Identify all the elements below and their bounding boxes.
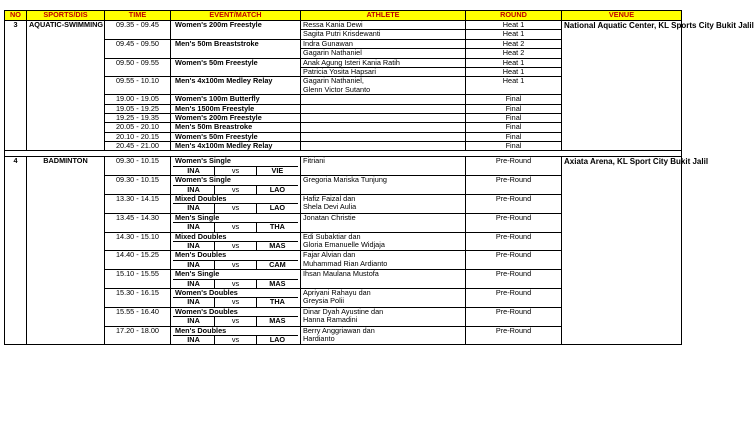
home-team: INA [173, 298, 215, 307]
opponent-team: LAO [256, 185, 298, 194]
match-title: Mixed Doubles [175, 231, 227, 241]
header-event: EVENT/MATCH [171, 11, 301, 21]
opponent-team: MAS [256, 317, 298, 326]
round-label: Heat 1 [466, 58, 562, 67]
event-time: 20.10 - 20.15 [105, 132, 171, 141]
round-label: Heat 2 [466, 39, 562, 48]
event-time: 19.00 - 19.05 [105, 95, 171, 104]
round-label: Pre-Round [466, 251, 562, 270]
badminton-number: 4 [5, 157, 27, 345]
athlete-line: Gloria Emanuelle Widjaja [303, 239, 385, 249]
versus-label: vs [215, 317, 257, 326]
event-time: 09.55 - 10.10 [105, 77, 171, 95]
match-event [171, 251, 301, 270]
versus-label: vs [215, 260, 257, 269]
opponent-team: MAS [256, 241, 298, 250]
versus-row [173, 335, 298, 344]
event-name [171, 95, 301, 104]
badminton-sport-name: BADMINTON [27, 157, 105, 345]
event-time: 09.45 - 09.50 [105, 39, 171, 58]
event-name [171, 142, 301, 151]
versus-label: vs [215, 223, 257, 232]
versus-label: vs [215, 241, 257, 250]
round-label: Pre-Round [466, 195, 562, 214]
match-event [171, 288, 301, 307]
round-label: Heat 1 [466, 77, 562, 95]
round-label: Heat 1 [466, 30, 562, 39]
athlete-name [301, 176, 466, 195]
aquatic-venue: National Aquatic Center, KL Sports City Bukit Jalil [562, 21, 682, 151]
home-team: INA [173, 223, 215, 232]
athlete-name [301, 270, 466, 289]
match-versus [173, 260, 298, 269]
match-versus [173, 279, 298, 288]
aquatic-section [5, 20, 754, 151]
round-label: Heat 1 [466, 67, 562, 76]
match-title: Mixed Doubles [175, 194, 227, 204]
round-label: Final [466, 132, 562, 141]
opponent-team: MAS [256, 279, 298, 288]
versus-row [173, 279, 298, 288]
athlete-name: Ressa Kania Dewi [301, 21, 466, 30]
match-time: 09.30 - 10.15 [105, 176, 171, 195]
match-title: Women's Doubles [175, 287, 238, 297]
match-event [171, 176, 301, 195]
event-name [171, 104, 301, 113]
header-athlete: ATHLETE [301, 11, 466, 21]
athlete-name [301, 123, 466, 132]
event-title: Women's 100m Butterfly [175, 94, 260, 104]
match-event [171, 213, 301, 232]
header-no: NO [5, 11, 27, 21]
match-versus [173, 316, 298, 325]
athlete-name: Patricia Yosita Hapsari [301, 67, 466, 76]
athlete-name [301, 132, 466, 141]
versus-label: vs [215, 298, 257, 307]
match-versus [173, 222, 298, 231]
match-time: 15.10 - 15.55 [105, 270, 171, 289]
home-team: INA [173, 335, 215, 344]
event-title: Women's 50m Freestyle [175, 57, 258, 67]
athlete-name [301, 326, 466, 345]
match-event [171, 326, 301, 345]
athlete-name [301, 288, 466, 307]
athlete-line: Shela Devi Aulia [303, 202, 357, 212]
versus-row [173, 166, 298, 175]
versus-row [173, 185, 298, 194]
event-title: Women's 50m Freestyle [175, 131, 258, 141]
athlete-name: Anak Agung Isteri Kania Ratih [301, 58, 466, 67]
header-row [5, 11, 682, 21]
round-label: Pre-Round [466, 307, 562, 326]
match-time: 15.55 - 16.40 [105, 307, 171, 326]
round-label: Final [466, 95, 562, 104]
athlete-line: Apriyani Rahayu dan [303, 287, 371, 297]
match-title: Women's Doubles [175, 306, 238, 316]
round-label: Heat 1 [466, 21, 562, 30]
round-label: Final [466, 123, 562, 132]
event-time: 20.05 - 20.10 [105, 123, 171, 132]
home-team: INA [173, 204, 215, 213]
athlete-line: Jonatan Christie [303, 212, 356, 222]
round-label: Pre-Round [466, 176, 562, 195]
versus-row [173, 317, 298, 326]
event-time: 19.25 - 19.35 [105, 113, 171, 122]
match-event [171, 157, 301, 176]
event-title: Men's 1500m Freestyle [175, 103, 255, 113]
opponent-team: LAO [256, 204, 298, 213]
header-round: ROUND [466, 11, 562, 21]
match-versus [173, 297, 298, 306]
versus-row [173, 298, 298, 307]
athlete-name [301, 142, 466, 151]
match-title: Men's Single [175, 269, 220, 279]
versus-label: vs [215, 166, 257, 175]
round-label: Final [466, 142, 562, 151]
round-label: Heat 2 [466, 49, 562, 58]
versus-row [173, 260, 298, 269]
athlete-name: Indra Gunawan [301, 39, 466, 48]
athlete-line: Gregoria Mariska Tunjung [303, 175, 387, 185]
header-venue: VENUE [562, 11, 682, 21]
event-name [171, 58, 301, 77]
athlete-name [301, 157, 466, 176]
athlete-name [301, 251, 466, 270]
athlete-line: Edi Subaktiar dan [303, 231, 361, 241]
versus-row [173, 241, 298, 250]
event-name [171, 77, 301, 95]
round-label: Pre-Round [466, 288, 562, 307]
home-team: INA [173, 166, 215, 175]
athlete-name [301, 77, 466, 95]
athlete-line: Ihsan Maulana Mustofa [303, 269, 379, 279]
versus-row [173, 204, 298, 213]
match-title: Women's Single [175, 175, 231, 185]
athlete-line: Greysia Polii [303, 296, 344, 306]
match-time: 15.30 - 16.15 [105, 288, 171, 307]
match-title: Women's Single [175, 156, 231, 166]
athlete-line: Hanna Ramadini [303, 315, 358, 325]
event-time: 09.35 - 09.45 [105, 21, 171, 40]
match-event [171, 232, 301, 251]
round-label: Final [466, 104, 562, 113]
schedule-table [4, 10, 754, 345]
match-versus [173, 203, 298, 212]
match-event [171, 270, 301, 289]
opponent-team: THA [256, 298, 298, 307]
athlete-name [301, 195, 466, 214]
match-time: 17.20 - 18.00 [105, 326, 171, 345]
event-title: Men's 50m Breastroke [175, 122, 253, 132]
round-label: Pre-Round [466, 270, 562, 289]
round-label: Pre-Round [466, 232, 562, 251]
match-versus [173, 241, 298, 250]
athlete-name [301, 232, 466, 251]
athlete-name [301, 104, 466, 113]
athlete-name [301, 213, 466, 232]
aquatic-sport-name: AQUATIC-SWIMMING [27, 21, 105, 151]
match-event [171, 307, 301, 326]
header-time: TIME [105, 11, 171, 21]
match-title: Men's Single [175, 212, 220, 222]
home-team: INA [173, 260, 215, 269]
round-label: Pre-Round [466, 326, 562, 345]
athlete-name [301, 95, 466, 104]
home-team: INA [173, 279, 215, 288]
badminton-match-row [5, 157, 682, 176]
event-title: Women's 200m Freestyle [175, 20, 262, 29]
match-versus [173, 335, 298, 344]
athlete-line: Fajar Alvian dan [303, 250, 356, 260]
match-time: 13.45 - 14.30 [105, 213, 171, 232]
versus-label: vs [215, 279, 257, 288]
event-name [171, 39, 301, 58]
match-versus [173, 185, 298, 194]
athlete-line: Glenn Victor Sutanto [303, 84, 371, 94]
event-title: Men's 50m Breaststroke [175, 38, 259, 48]
opponent-team: THA [256, 223, 298, 232]
match-time: 14.40 - 15.25 [105, 251, 171, 270]
event-name [171, 123, 301, 132]
round-label: Pre-Round [466, 213, 562, 232]
athlete-name: Gagarin Nathaniel [301, 49, 466, 58]
athlete-line: Berry Anggriawan dan [303, 325, 375, 335]
event-time: 19.05 - 19.25 [105, 104, 171, 113]
round-label: Final [466, 113, 562, 122]
athlete-name [301, 307, 466, 326]
event-time: 09.50 - 09.55 [105, 58, 171, 77]
match-versus [173, 166, 298, 175]
opponent-team: LAO [256, 335, 298, 344]
match-title: Men's Doubles [175, 325, 227, 335]
versus-label: vs [215, 204, 257, 213]
event-time: 20.45 - 21.00 [105, 142, 171, 151]
round-label: Pre-Round [466, 157, 562, 176]
event-title: Women's 200m Freestyle [175, 112, 262, 122]
match-event [171, 195, 301, 214]
athlete-line: Hardianto [303, 333, 335, 343]
athlete-line: Gagarin Nathaniel, [303, 76, 364, 86]
match-time: 13.30 - 14.15 [105, 195, 171, 214]
match-title: Men's Doubles [175, 250, 227, 260]
badminton-venue: Axiata Arena, KL Sport City Bukit Jalil [562, 157, 682, 345]
badminton-section [5, 156, 709, 345]
athlete-line: Hafiz Faizal dan [303, 194, 356, 204]
match-time: 14.30 - 15.10 [105, 232, 171, 251]
versus-row [173, 223, 298, 232]
event-name [171, 21, 301, 40]
match-time: 09.30 - 10.15 [105, 157, 171, 176]
athlete-line: Dinar Dyah Ayustine dan [303, 306, 384, 316]
event-title: Men's 4x100m Medley Relay [175, 76, 273, 86]
event-title: Men's 4x100m Medley Relay [175, 141, 273, 151]
home-team: INA [173, 317, 215, 326]
athlete-line: Muhammad Rian Ardianto [303, 258, 388, 268]
opponent-team: CAM [256, 260, 298, 269]
home-team: INA [173, 185, 215, 194]
versus-label: vs [215, 185, 257, 194]
athlete-name [301, 113, 466, 122]
athlete-line: Fitriani [303, 156, 325, 166]
athlete-name: Sagita Putri Krisdewanti [301, 30, 466, 39]
home-team: INA [173, 241, 215, 250]
header-sport: SPORTS/DIS [27, 11, 105, 21]
opponent-team: VIE [256, 166, 298, 175]
versus-label: vs [215, 335, 257, 344]
aquatic-number: 3 [5, 21, 27, 151]
